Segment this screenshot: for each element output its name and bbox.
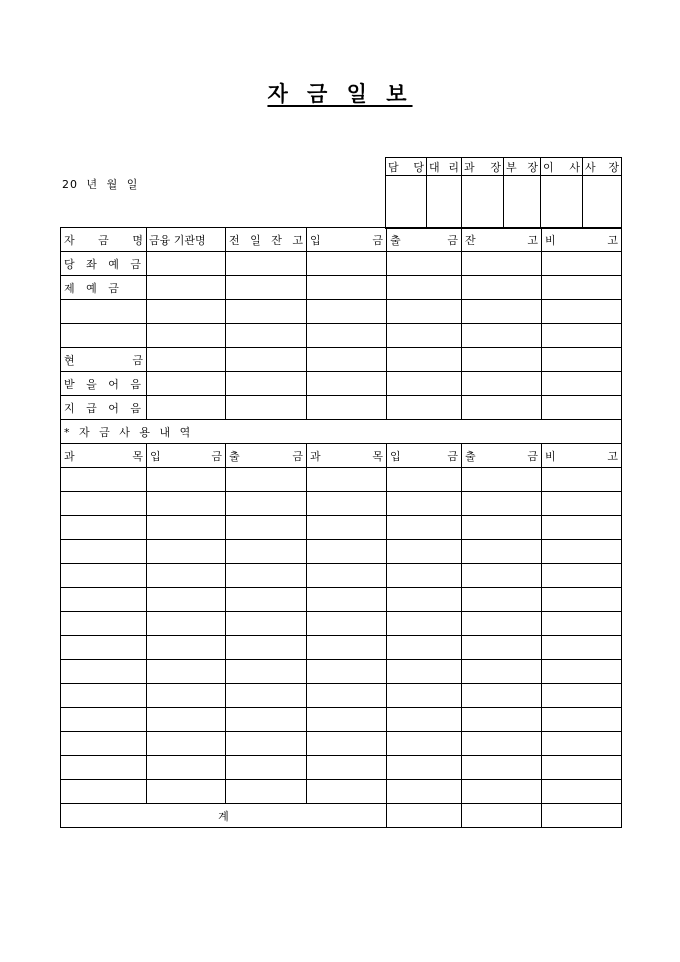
table-cell[interactable] (61, 492, 147, 516)
header-balance: 잔 고 (462, 228, 542, 252)
table-cell[interactable] (307, 684, 387, 708)
total-row (61, 804, 622, 828)
table-row (61, 324, 622, 348)
table-cell[interactable] (462, 252, 542, 276)
header-remarks: 비 고 (542, 228, 622, 252)
table-cell[interactable] (462, 492, 542, 516)
header-withdrawal: 출 금 (387, 228, 462, 252)
table-cell[interactable] (542, 492, 622, 516)
table-cell[interactable] (542, 516, 622, 540)
table-cell[interactable] (462, 756, 542, 780)
usage-header-deposit-2: 입 금 (387, 444, 462, 468)
table-cell[interactable] (61, 732, 147, 756)
table-cell[interactable] (387, 396, 462, 420)
table-row (61, 540, 622, 564)
table-cell[interactable] (462, 612, 542, 636)
table-cell[interactable] (307, 396, 387, 420)
table-cell[interactable] (61, 588, 147, 612)
table-cell[interactable] (226, 636, 307, 660)
table-cell[interactable] (61, 684, 147, 708)
table-cell[interactable] (462, 564, 542, 588)
table-cell[interactable] (307, 540, 387, 564)
usage-section-title: * 자 금 사 용 내 역 (61, 420, 622, 444)
table-cell[interactable] (462, 348, 542, 372)
table-cell[interactable] (147, 468, 226, 492)
table-row (61, 780, 622, 804)
usage-header-row (61, 444, 622, 468)
table-row (61, 396, 622, 420)
table-cell[interactable] (387, 588, 462, 612)
table-cell[interactable] (542, 372, 622, 396)
approval-header-assistant-manager: 대 리 (427, 158, 462, 176)
table-cell[interactable] (226, 780, 307, 804)
table-cell[interactable] (147, 708, 226, 732)
table-cell[interactable] (542, 468, 622, 492)
table-cell[interactable] (542, 684, 622, 708)
table-cell[interactable] (462, 684, 542, 708)
table-cell[interactable] (147, 324, 226, 348)
table-cell[interactable] (387, 780, 462, 804)
table-cell[interactable] (462, 780, 542, 804)
header-deposit: 입 금 (307, 228, 387, 252)
table-cell[interactable] (462, 588, 542, 612)
table-row (61, 516, 622, 540)
table-cell[interactable] (307, 636, 387, 660)
signature-box[interactable] (504, 176, 541, 229)
table-cell[interactable] (387, 252, 462, 276)
table-row (61, 468, 622, 492)
total-deposit-cell[interactable] (387, 804, 462, 828)
header-previous-balance: 전 일 잔 고 (226, 228, 307, 252)
table-cell[interactable] (147, 492, 226, 516)
table-cell[interactable] (462, 636, 542, 660)
table-cell[interactable] (387, 660, 462, 684)
table-cell[interactable] (147, 612, 226, 636)
table-cell[interactable] (462, 372, 542, 396)
table-cell[interactable] (462, 300, 542, 324)
table-cell[interactable] (542, 612, 622, 636)
table-cell[interactable] (542, 780, 622, 804)
table-cell[interactable] (226, 612, 307, 636)
table-row (61, 660, 622, 684)
table-cell[interactable] (307, 276, 387, 300)
table-cell[interactable] (147, 660, 226, 684)
approval-table (385, 157, 622, 229)
table-cell[interactable] (462, 324, 542, 348)
table-cell[interactable] (226, 468, 307, 492)
table-cell[interactable] (147, 516, 226, 540)
table-cell[interactable] (387, 732, 462, 756)
table-cell[interactable] (307, 492, 387, 516)
table-cell[interactable] (61, 660, 147, 684)
header-fund-name: 자 금 명 (61, 228, 147, 252)
table-cell[interactable] (307, 468, 387, 492)
table-cell[interactable] (226, 564, 307, 588)
approval-header-department-head: 부 장 (504, 158, 541, 176)
table-cell[interactable] (387, 540, 462, 564)
table-cell[interactable] (387, 348, 462, 372)
signature-box[interactable] (386, 176, 427, 229)
table-cell[interactable] (387, 324, 462, 348)
table-cell[interactable] (307, 252, 387, 276)
table-cell[interactable] (226, 540, 307, 564)
table-row (61, 252, 622, 276)
table-cell[interactable] (307, 588, 387, 612)
table-cell[interactable] (462, 516, 542, 540)
table-cell[interactable] (226, 660, 307, 684)
table-cell[interactable] (462, 276, 542, 300)
table-row (61, 708, 622, 732)
table-cell[interactable] (462, 660, 542, 684)
header-bank-name: 금융 기관명 (147, 228, 226, 252)
table-cell[interactable] (542, 276, 622, 300)
table-cell[interactable] (61, 612, 147, 636)
table-cell[interactable] (387, 684, 462, 708)
table-cell[interactable] (542, 636, 622, 660)
table-cell[interactable] (147, 780, 226, 804)
table-cell[interactable] (147, 300, 226, 324)
usage-header-withdrawal: 출 금 (226, 444, 307, 468)
table-cell[interactable] (387, 372, 462, 396)
table-cell[interactable] (387, 612, 462, 636)
table-row (61, 612, 622, 636)
usage-section-title-row (61, 420, 622, 444)
table-cell[interactable] (542, 660, 622, 684)
table-cell[interactable] (307, 708, 387, 732)
signature-box[interactable] (427, 176, 462, 229)
table-cell[interactable] (61, 516, 147, 540)
table-cell[interactable] (226, 492, 307, 516)
table-cell[interactable] (307, 660, 387, 684)
table-cell[interactable] (147, 564, 226, 588)
table-row (61, 564, 622, 588)
signature-box[interactable] (583, 176, 622, 229)
table-cell[interactable] (307, 756, 387, 780)
table-cell[interactable] (307, 348, 387, 372)
approval-header-staff: 담 당 (386, 158, 427, 176)
table-cell[interactable] (542, 252, 622, 276)
table-cell[interactable] (307, 612, 387, 636)
table-row (61, 492, 622, 516)
table-cell[interactable] (542, 708, 622, 732)
table-cell[interactable] (387, 300, 462, 324)
table-row (61, 732, 622, 756)
table-cell[interactable] (387, 708, 462, 732)
table-cell[interactable] (542, 300, 622, 324)
total-withdrawal-cell[interactable] (462, 804, 542, 828)
table-cell[interactable] (61, 780, 147, 804)
table-cell[interactable] (147, 372, 226, 396)
document-title: 자 금 일 보 (267, 81, 413, 106)
table-cell[interactable] (387, 756, 462, 780)
table-cell[interactable] (307, 780, 387, 804)
table-row (61, 684, 622, 708)
table-cell[interactable] (462, 468, 542, 492)
table-cell[interactable] (542, 348, 622, 372)
table-cell[interactable] (226, 708, 307, 732)
fund-label-deposits: 제 예 금 (61, 276, 147, 300)
table-cell[interactable] (147, 348, 226, 372)
table-cell[interactable] (542, 540, 622, 564)
table-cell[interactable] (226, 516, 307, 540)
table-cell[interactable] (226, 684, 307, 708)
table-row (61, 756, 622, 780)
table-cell[interactable] (147, 732, 226, 756)
total-remarks-cell[interactable] (542, 804, 622, 828)
fund-label-checking: 당 좌 예 금 (61, 252, 147, 276)
table-row (61, 588, 622, 612)
table-cell[interactable] (61, 564, 147, 588)
table-cell[interactable] (147, 756, 226, 780)
table-cell[interactable] (226, 324, 307, 348)
fund-label-notes-receivable: 받 을 어 음 (61, 372, 147, 396)
funds-header-row (61, 228, 622, 252)
table-row (61, 276, 622, 300)
table-cell[interactable] (61, 708, 147, 732)
table-cell[interactable] (387, 516, 462, 540)
table-cell[interactable] (226, 588, 307, 612)
table-cell[interactable] (387, 564, 462, 588)
usage-header-item: 과 목 (61, 444, 147, 468)
approval-header-section-chief: 과 장 (462, 158, 504, 176)
table-cell[interactable] (307, 300, 387, 324)
table-cell[interactable] (542, 324, 622, 348)
table-cell[interactable] (462, 540, 542, 564)
table-cell[interactable] (226, 396, 307, 420)
table-cell[interactable] (387, 492, 462, 516)
table-cell[interactable] (147, 396, 226, 420)
table-cell[interactable] (61, 300, 147, 324)
table-cell[interactable] (542, 564, 622, 588)
usage-header-item-2: 과 목 (307, 444, 387, 468)
total-label: 계 (61, 804, 387, 828)
table-cell[interactable] (542, 732, 622, 756)
table-cell[interactable] (387, 636, 462, 660)
table-cell[interactable] (226, 348, 307, 372)
table-cell[interactable] (307, 372, 387, 396)
table-cell[interactable] (226, 300, 307, 324)
table-cell[interactable] (542, 756, 622, 780)
table-cell[interactable] (226, 252, 307, 276)
table-cell[interactable] (542, 588, 622, 612)
table-cell[interactable] (147, 276, 226, 300)
table-cell[interactable] (307, 732, 387, 756)
table-cell[interactable] (307, 564, 387, 588)
table-cell[interactable] (462, 396, 542, 420)
signature-box[interactable] (541, 176, 583, 229)
table-row (61, 300, 622, 324)
table-cell[interactable] (61, 324, 147, 348)
table-row (61, 636, 622, 660)
table-cell[interactable] (226, 732, 307, 756)
table-cell[interactable] (462, 708, 542, 732)
date-line: 20 년 월 일 (62, 178, 139, 191)
table-cell[interactable] (147, 252, 226, 276)
usage-header-deposit: 입 금 (147, 444, 226, 468)
table-cell[interactable] (387, 276, 462, 300)
table-cell[interactable] (147, 588, 226, 612)
table-cell[interactable] (307, 516, 387, 540)
table-cell[interactable] (226, 276, 307, 300)
table-cell[interactable] (61, 540, 147, 564)
table-cell[interactable] (462, 732, 542, 756)
table-cell[interactable] (61, 636, 147, 660)
usage-header-remarks: 비 고 (542, 444, 622, 468)
table-cell[interactable] (147, 540, 226, 564)
table-cell[interactable] (226, 756, 307, 780)
table-cell[interactable] (542, 396, 622, 420)
table-row (61, 348, 622, 372)
table-cell[interactable] (147, 636, 226, 660)
table-cell[interactable] (61, 756, 147, 780)
table-cell[interactable] (387, 468, 462, 492)
table-cell[interactable] (147, 684, 226, 708)
approval-header-director: 이 사 (541, 158, 583, 176)
table-cell[interactable] (61, 468, 147, 492)
fund-label-cash: 현 금 (61, 348, 147, 372)
fund-label-notes-payable: 지 급 어 음 (61, 396, 147, 420)
funds-table (60, 227, 622, 828)
table-cell[interactable] (226, 372, 307, 396)
approval-header-president: 사 장 (583, 158, 622, 176)
signature-box[interactable] (462, 176, 504, 229)
table-cell[interactable] (307, 324, 387, 348)
usage-header-withdrawal-2: 출 금 (462, 444, 542, 468)
table-row (61, 372, 622, 396)
